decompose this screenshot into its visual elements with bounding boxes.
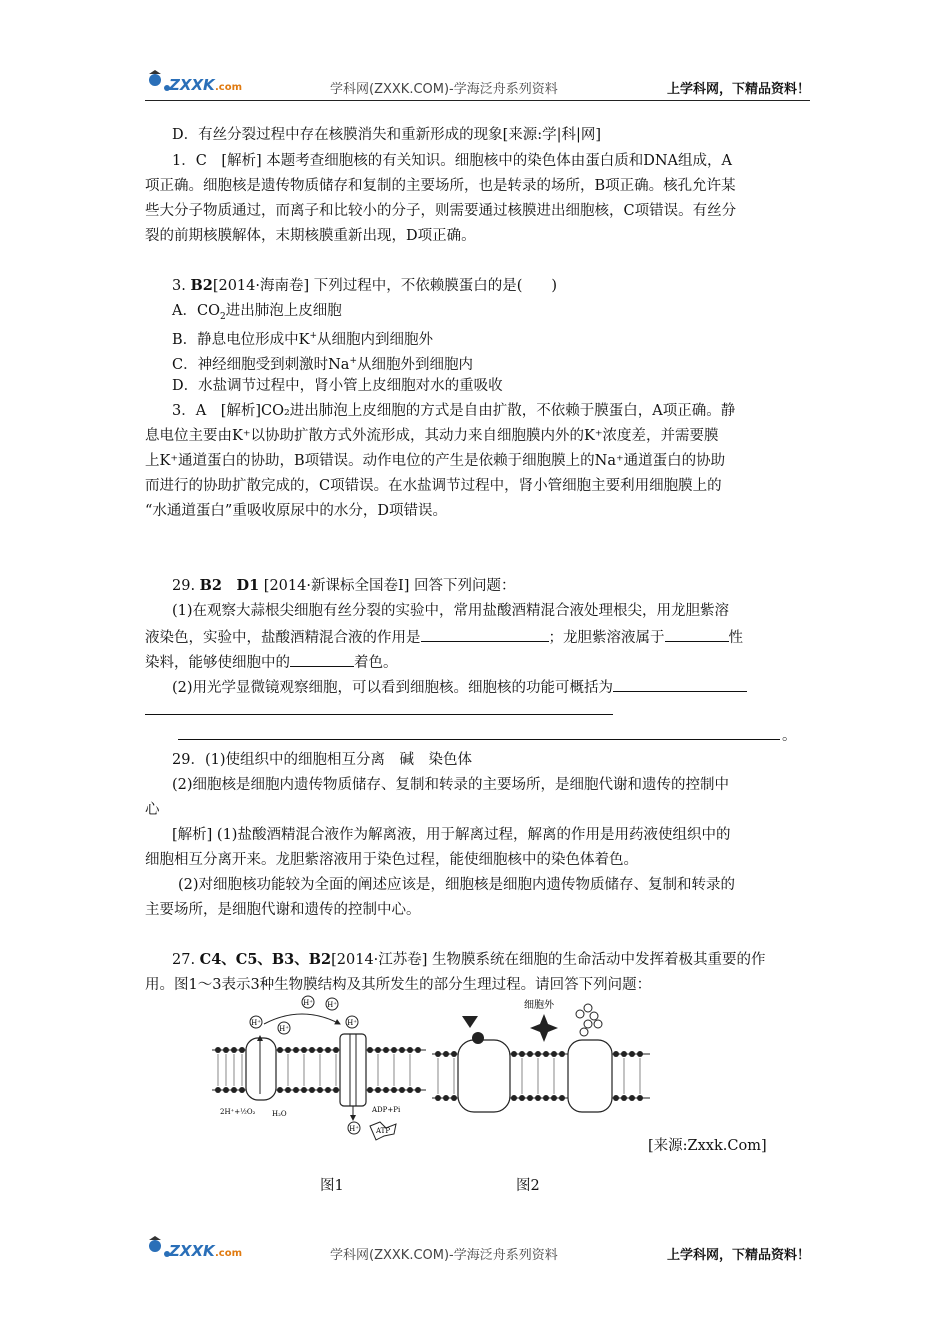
svg-text:ZXXK: ZXXK (169, 1242, 215, 1260)
figure-2-membrane-diagram (432, 994, 650, 1136)
svg-text:H⁺: H⁺ (347, 1019, 357, 1027)
q29-stem: 29. B2 D1 [2014·新课标全国卷Ⅰ] 回答下列问题： (172, 577, 516, 594)
q3-number: 3. (172, 278, 186, 294)
q1-answer-line1: 1．C [解析] 本题考查细胞核的有关知识。细胞核中的染色体由蛋白质和DNA组成，A (172, 153, 732, 169)
q1-answer-line2: 项正确。细胞核是遗传物质储存和复制的主要场所，也是转录的场所，B项正确。核孔允许某 (145, 178, 736, 194)
page-header (145, 66, 810, 101)
svg-text:.com: .com (215, 1248, 243, 1259)
q3-answer-line2: 息电位主要由K⁺以协助扩散方式外流形成，其动力来自细胞膜内外的K⁺浓度差，并需要膜 (145, 428, 719, 444)
q29-tag: B2 D1 (199, 577, 260, 594)
fig1-atp-label: ATP (376, 1127, 391, 1135)
q29-answer-line2: (2)细胞核是细胞内遗传物质储存、复制和转录的主要场所，是细胞代谢和遗传的控制中 (172, 777, 730, 793)
fig1-h-ion: H⁺ (251, 1019, 261, 1027)
q29-blank-2[interactable] (665, 626, 729, 642)
q1-answer-line4: 裂的前期核膜解体，末期核膜重新出现，D项正确。 (145, 228, 476, 244)
q27-source-note: [来源:Zxxk.Com] (648, 1138, 767, 1154)
q3-answer-line5: “水通道蛋白”重吸收原尿中的水分，D项错误。 (145, 503, 447, 519)
q3-answer-line3: 上K⁺通道蛋白的协助，B项错误。动作电位的产生是依赖于细胞膜上的Na⁺通道蛋白的协助 (145, 453, 726, 469)
svg-text:.com: .com (215, 82, 243, 93)
q27-stem: 27. C4、C5、B3、B2[2014·江苏卷] 生物膜系统在细胞的生命活动中发挥着极其重要的作 (172, 951, 766, 968)
q29-period: 。 (782, 728, 797, 744)
svg-text:H⁺: H⁺ (349, 1125, 359, 1133)
q3-option-c: C．神经细胞受到刺激时Na+从细胞外到细胞内 (172, 356, 473, 373)
q3-stem (172, 276, 557, 296)
q29-part1-line1: (1)在观察大蒜根尖细胞有丝分裂的实验中，常用盐酸酒精混合液处理根尖，用龙胆紫溶 (172, 603, 730, 619)
svg-text:ZXXK: ZXXK (169, 76, 215, 94)
header-center-text: 学科网(ZXXK.COM)-学海泛舟系列资料 (330, 82, 558, 97)
footer-center-text: 学科网(ZXXK.COM)-学海泛舟系列资料 (330, 1248, 558, 1263)
q29-blank-line-3[interactable] (178, 739, 780, 740)
footer-right-text: 上学科网，下精品资料！ (666, 1248, 810, 1263)
q29-part1-line2: 液染色，实验中，盐酸酒精混合液的作用是 ；龙胆紫溶液属于 性 (145, 626, 743, 648)
q29-explain-line1: [解析] (1)盐酸酒精混合液作为解离液，用于解离过程，解离的作用是用药液使组织中的 (172, 827, 731, 843)
svg-text:H⁺: H⁺ (303, 999, 313, 1007)
q29-blank-line-2[interactable] (145, 714, 613, 715)
q29-explain-line2: 细胞相互分离开来。龙胆紫溶液用于染色过程，能使细胞核中的染色体着色。 (145, 852, 638, 868)
q3-tag: B2 (190, 277, 213, 294)
q29-blank-1[interactable] (421, 626, 549, 642)
figure-1-caption: 图1 (320, 1178, 344, 1194)
q3-stem-text: [2014·海南卷] 下列过程中，不依赖膜蛋白的是( ) (212, 278, 558, 294)
q29-answer-line3: 心 (145, 802, 160, 818)
fig1-left-label: 2H⁺+½O₂ (220, 1108, 256, 1116)
q3-option-a: A．$CO_2$进出肺泡上皮细胞 (172, 303, 342, 322)
fig1-adp-label: ADP+Pi (372, 1106, 401, 1114)
zxxk-logo (145, 68, 255, 98)
q3-answer-line1: 3．A [解析]CO₂进出肺泡上皮细胞的方式是自由扩散，不依赖于膜蛋白，A项正确。静 (172, 403, 736, 419)
zxxk-logo-footer (145, 1234, 255, 1264)
q29-explain-line4: 主要场所，是细胞代谢和遗传的控制中心。 (145, 902, 421, 918)
q3-option-d: D．水盐调节过程中，肾小管上皮细胞对水的重吸收 (172, 378, 503, 394)
q3-answer-line4: 而进行的协助扩散完成的，C项错误。在水盐调节过程中，肾小管细胞主要利用细胞膜上的 (145, 478, 722, 494)
q1-option-d: D．有丝分裂过程中存在核膜消失和重新形成的现象[来源:学|科|网] (172, 127, 602, 143)
figure-1-membrane-diagram (212, 994, 426, 1148)
fig2-outside-label: 细胞外 (524, 1000, 554, 1011)
q29-blank-4[interactable] (613, 676, 747, 692)
q27-stem-line2: 用。图1～3表示3种生物膜结构及其所发生的部分生理过程。请回答下列问题： (145, 977, 652, 993)
q1-answer-line3: 些大分子物质通过，而离子和比较小的分子，则需要通过核膜进出细胞核，C项错误。有丝分 (145, 203, 737, 219)
figure-2-caption: 图2 (516, 1178, 540, 1194)
page-footer (145, 1232, 810, 1266)
q29-part2-line1: (2)用光学显微镜观察细胞，可以看到细胞核。细胞核的功能可概括为 (172, 676, 747, 698)
q29-explain-line3: (2)对细胞核功能较为全面的阐述应该是，细胞核是细胞内遗传物质储存、复制和转录的 (178, 877, 736, 893)
q27-tag: C4、C5、B3、B2 (199, 951, 332, 968)
q29-part1-line3: 染料，能够使细胞中的 着色。 (145, 651, 398, 673)
fig1-h2o-label: H₂O (272, 1110, 287, 1118)
q29-blank-3[interactable] (290, 651, 354, 667)
header-right-text: 上学科网，下精品资料！ (666, 82, 810, 97)
svg-text:H⁺: H⁺ (327, 1001, 337, 1009)
q3-option-b: B．静息电位形成中K+从细胞内到细胞外 (172, 331, 434, 348)
q29-answer-line1: 29．(1)使组织中的细胞相互分离 碱 染色体 (172, 752, 472, 768)
svg-text:H⁺: H⁺ (279, 1025, 289, 1033)
